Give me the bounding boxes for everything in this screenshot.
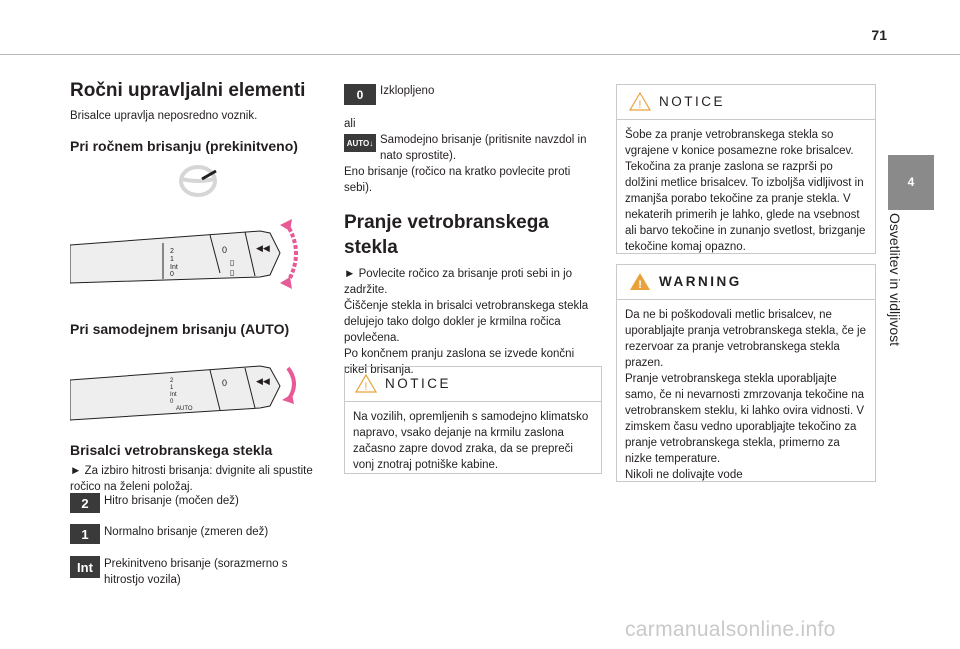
key-row-2 xyxy=(70,493,330,513)
warning-text-2: Pranje vetrobranskega stekla uporabljajte samo, če ni nevarnosti zmrzovanja tekočine na vetrobranskem steklu, ki lahko ovira vidnosti. V zimskem času vedno uporabljajte tekočino za pranje vetrobranskega stekla, primerno za nizke temperature. xyxy=(625,373,865,465)
intro-text: Brisalce upravlja neposredno voznik. xyxy=(70,110,258,122)
key-badge-0: 0 xyxy=(344,84,376,105)
key-text-0: Izklopljeno xyxy=(380,85,435,97)
svg-text:0: 0 xyxy=(222,245,228,255)
key-badge-1: 1 xyxy=(70,524,100,544)
stalk-label-1: 1 xyxy=(170,256,174,263)
notice-icon xyxy=(355,374,377,398)
middle-column xyxy=(344,83,600,378)
notice-text: Na vozilih, opremljenih s samodejno klimatsko napravo, vsako dejanje na krmilu zaslona začasno zapre dovod zraka, da se prepreči vonj znotraj potniške kabine. xyxy=(353,411,589,471)
notice-header-right xyxy=(617,85,875,120)
manual-heading: Pri ročnem brisanju (prekinitveno) xyxy=(70,138,298,154)
key-row-1 xyxy=(70,524,330,544)
notice-box-right xyxy=(616,84,876,254)
svg-text:0: 0 xyxy=(222,378,228,388)
svg-text:!: ! xyxy=(638,99,642,111)
warning-text-1: Da ne bi poškodovali metlic brisalcev, ne uporabljajte pranja vetrobranskega stekla, če je rezervoar za pranje vetrobranskega stekla prazen. xyxy=(625,309,867,369)
header-rule xyxy=(0,54,960,55)
wash-text-1: ► Povlecite ročico za brisanje proti sebi in jo zadržite. xyxy=(344,268,573,296)
wash-title-line2: stekla xyxy=(344,237,398,258)
key-badge-2: 2 xyxy=(70,493,100,513)
svg-text:◀◀: ◀◀ xyxy=(256,376,270,386)
warning-icon xyxy=(629,272,651,296)
notice-header xyxy=(345,367,601,402)
warning-header xyxy=(617,265,875,300)
notice-title: NOTICE xyxy=(385,376,452,391)
stalk2-label-0: 0 xyxy=(170,399,174,405)
key-text-int-line2: hitrostjo vozila) xyxy=(104,574,181,586)
key-text-1: Normalno brisanje (zmeren dež) xyxy=(104,526,269,538)
stalk2-label-int: Int xyxy=(170,392,177,398)
stalk2-label-1: 1 xyxy=(170,385,174,391)
auto-text-line2: nato sprostite). xyxy=(380,150,457,162)
stalk2-label-auto: AUTO xyxy=(176,406,193,412)
key-badge-auto: AUTO ↓ xyxy=(344,134,376,152)
page-number: 71 xyxy=(871,27,887,43)
section-title: Ročni upravljalni elementi xyxy=(70,80,306,101)
notice-box-middle xyxy=(344,366,602,474)
key-badge-auto-label: AUTO xyxy=(346,138,370,148)
key-text-2: Hitro brisanje (močen dež) xyxy=(104,495,239,507)
stalk-label-0: 0 xyxy=(170,271,174,278)
svg-text:◀◀: ◀◀ xyxy=(256,243,270,253)
warning-box xyxy=(616,264,876,482)
notice-title-right: NOTICE xyxy=(659,94,726,109)
chapter-tab[interactable] xyxy=(888,155,934,210)
stalk-label-int: Int xyxy=(170,264,178,271)
watermark: carmanualsonline.info xyxy=(625,618,836,641)
svg-text:▯: ▯ xyxy=(230,268,235,277)
key-text-int-line1: Prekinitveno brisanje (sorazmerno s xyxy=(104,558,288,570)
steering-wheel-icon xyxy=(176,163,220,204)
key-row-int xyxy=(70,556,330,588)
single-wipe-text: Eno brisanje (ročico na kratko povlecite proti sebi). xyxy=(344,166,571,194)
warning-text-3: Nikoli ne dolivajte vode xyxy=(625,469,743,481)
svg-text:!: ! xyxy=(364,381,368,393)
stalk-label-2: 2 xyxy=(170,248,174,255)
wash-title xyxy=(344,210,600,260)
wiper-stalk-auto-illustration xyxy=(70,360,310,435)
auto-heading: Pri samodejnem brisanju (AUTO) xyxy=(70,321,290,337)
chapter-label: Osvetlitev in vidljivost xyxy=(887,213,903,347)
wash-title-line1: Pranje vetrobranskega xyxy=(344,212,549,233)
key-row-auto xyxy=(344,132,600,164)
warning-title: WARNING xyxy=(659,274,742,289)
stalk2-label-2: 2 xyxy=(170,378,174,384)
key-row-0 xyxy=(344,83,600,105)
svg-text:▯: ▯ xyxy=(230,258,235,267)
svg-text:!: ! xyxy=(638,279,642,291)
wash-text-3: Po končnem pranju zaslona se izvede končni cikel brisanja. xyxy=(344,348,575,376)
wash-text-2: Čiščenje stekla in brisalci vetrobranskega stekla delujejo tako dolgo dokler je krmilna ročica povlečena. xyxy=(344,300,589,344)
ali-text: ali xyxy=(344,118,356,130)
auto-text-line1: Samodejno brisanje (pritisnite navzdol in xyxy=(380,134,587,146)
chapter-tab-number: 4 xyxy=(907,175,915,189)
wiper-text: ► Za izbiro hitrosti brisanja: dvignite ali spustite ročico na želeni položaj. xyxy=(70,465,313,493)
notice-icon-right xyxy=(629,92,651,116)
wiper-stalk-manual-illustration xyxy=(70,213,310,308)
key-badge-int: Int xyxy=(70,556,100,578)
wiper-heading: Brisalci vetrobranskega stekla xyxy=(70,442,273,458)
notice-text-right: Šobe za pranje vetrobranskega stekla so vgrajene v konice posamezne roke brisalcev. Tekočina za pranje zaslona se razprši po dolžini metlice brisalcev. To izboljša vidljivost in zmanjša porabo tekočine za pranje stekla. V nekaterih primerih je lahko, glede na vsebnost ali barvo tekočine in zunanjo svetlost, brizganje tekočine komaj opazno. xyxy=(625,129,866,253)
left-column xyxy=(70,80,330,586)
